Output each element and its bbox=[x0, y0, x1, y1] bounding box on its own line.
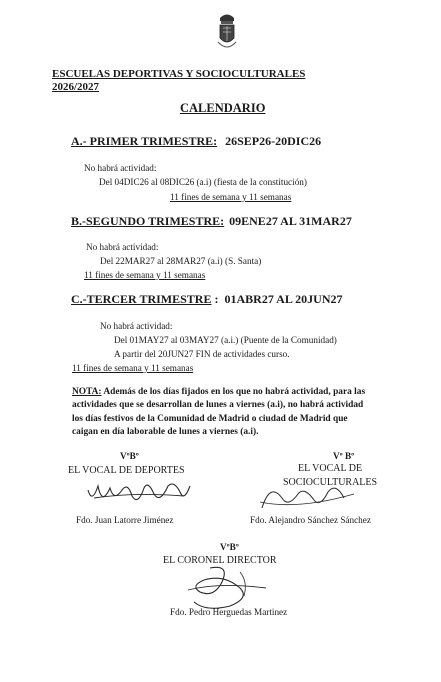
trimester-a-heading bbox=[71, 134, 321, 149]
calendar-heading: CALENDARIO bbox=[180, 101, 266, 115]
trimester-b-line-1: Del 22MAR27 al 28MAR27 (a.i) (S. Santa) bbox=[100, 256, 262, 266]
bottom-signature bbox=[170, 562, 280, 612]
trimester-a-no-activity: No habrá actividad: bbox=[84, 163, 157, 173]
note-block bbox=[72, 386, 365, 440]
left-signature bbox=[84, 476, 194, 512]
document-title bbox=[52, 68, 305, 93]
left-vb: VºBº bbox=[120, 451, 139, 461]
right-title-1: EL VOCAL DE bbox=[298, 463, 363, 474]
trimester-c-summary: 11 fines de semana y 11 semanas bbox=[72, 363, 194, 373]
right-title-2: SOCIOCULTURALES bbox=[283, 477, 378, 488]
trimester-a-line-1: Del 04DIC26 al 08DIC26 (a.i) (fiesta de la constitución) bbox=[99, 177, 307, 187]
left-name: Fdo. Juan Latorre Jiménez bbox=[76, 515, 174, 525]
bottom-title: EL CORONEL DIRECTOR bbox=[163, 555, 277, 566]
trimester-c-dates: : 01ABR27 AL 20JUN27 bbox=[214, 292, 343, 306]
note-line-3: los días festivos de la Comunidad de Madrid o ciudad de Madrid que bbox=[72, 413, 348, 424]
note-line-4: caigan en día laborable de lunes a viernes (a.i). bbox=[72, 427, 259, 438]
note-line-1 bbox=[72, 386, 365, 399]
left-title: EL VOCAL DE DEPORTES bbox=[68, 465, 185, 476]
bottom-vb: VºBº bbox=[220, 542, 239, 552]
title-line-2: 2026/2027 bbox=[52, 81, 100, 93]
note-text-1: Además de los días fijados en los que no habrá actividad, para las bbox=[101, 387, 366, 397]
right-name: Fdo. Alejandro Sánchez Sánchez bbox=[250, 515, 371, 525]
note-line-2: actividades que se desarrollan de lunes a viernes (a.i), no habrá actividad bbox=[72, 400, 364, 411]
trimester-b-heading bbox=[71, 214, 352, 229]
trimester-b-dates: 09ENE27 AL 31MAR27 bbox=[229, 214, 352, 228]
trimester-a-label: A.- PRIMER TRIMESTRE: bbox=[71, 134, 218, 148]
note-label: NOTA: bbox=[72, 387, 102, 397]
trimester-c-line-1: Del 01MAY27 al 03MAY27 (a.i.) (Puente de la Comunidad) bbox=[114, 335, 337, 345]
trimester-c-no-activity: No habrá actividad: bbox=[100, 321, 173, 331]
trimester-b-no-activity: No habrá actividad: bbox=[86, 242, 159, 252]
trimester-a-dates: 26SEP26-20DIC26 bbox=[225, 134, 322, 148]
trimester-c-label: C.-TERCER TRIMESTRE bbox=[71, 292, 212, 306]
title-line-1: ESCUELAS DEPORTIVAS Y SOCIOCULTURALES bbox=[52, 68, 306, 80]
crest-icon bbox=[216, 12, 238, 52]
trimester-b-summary: 11 fines de semana y 11 semanas bbox=[84, 270, 206, 280]
trimester-c-heading bbox=[71, 292, 343, 307]
right-vb: Vº Bº bbox=[333, 451, 355, 461]
bottom-name: Fdo. Pedro Herguedas Martinez bbox=[170, 607, 288, 617]
trimester-a-summary: 11 fines de semana y 11 semanas bbox=[170, 192, 292, 202]
right-signature bbox=[258, 480, 358, 514]
trimester-b-label: B.-SEGUNDO TRIMESTRE: bbox=[71, 214, 225, 228]
trimester-c-line-2: A partir del 20JUN27 FIN de actividades curso. bbox=[114, 349, 290, 359]
